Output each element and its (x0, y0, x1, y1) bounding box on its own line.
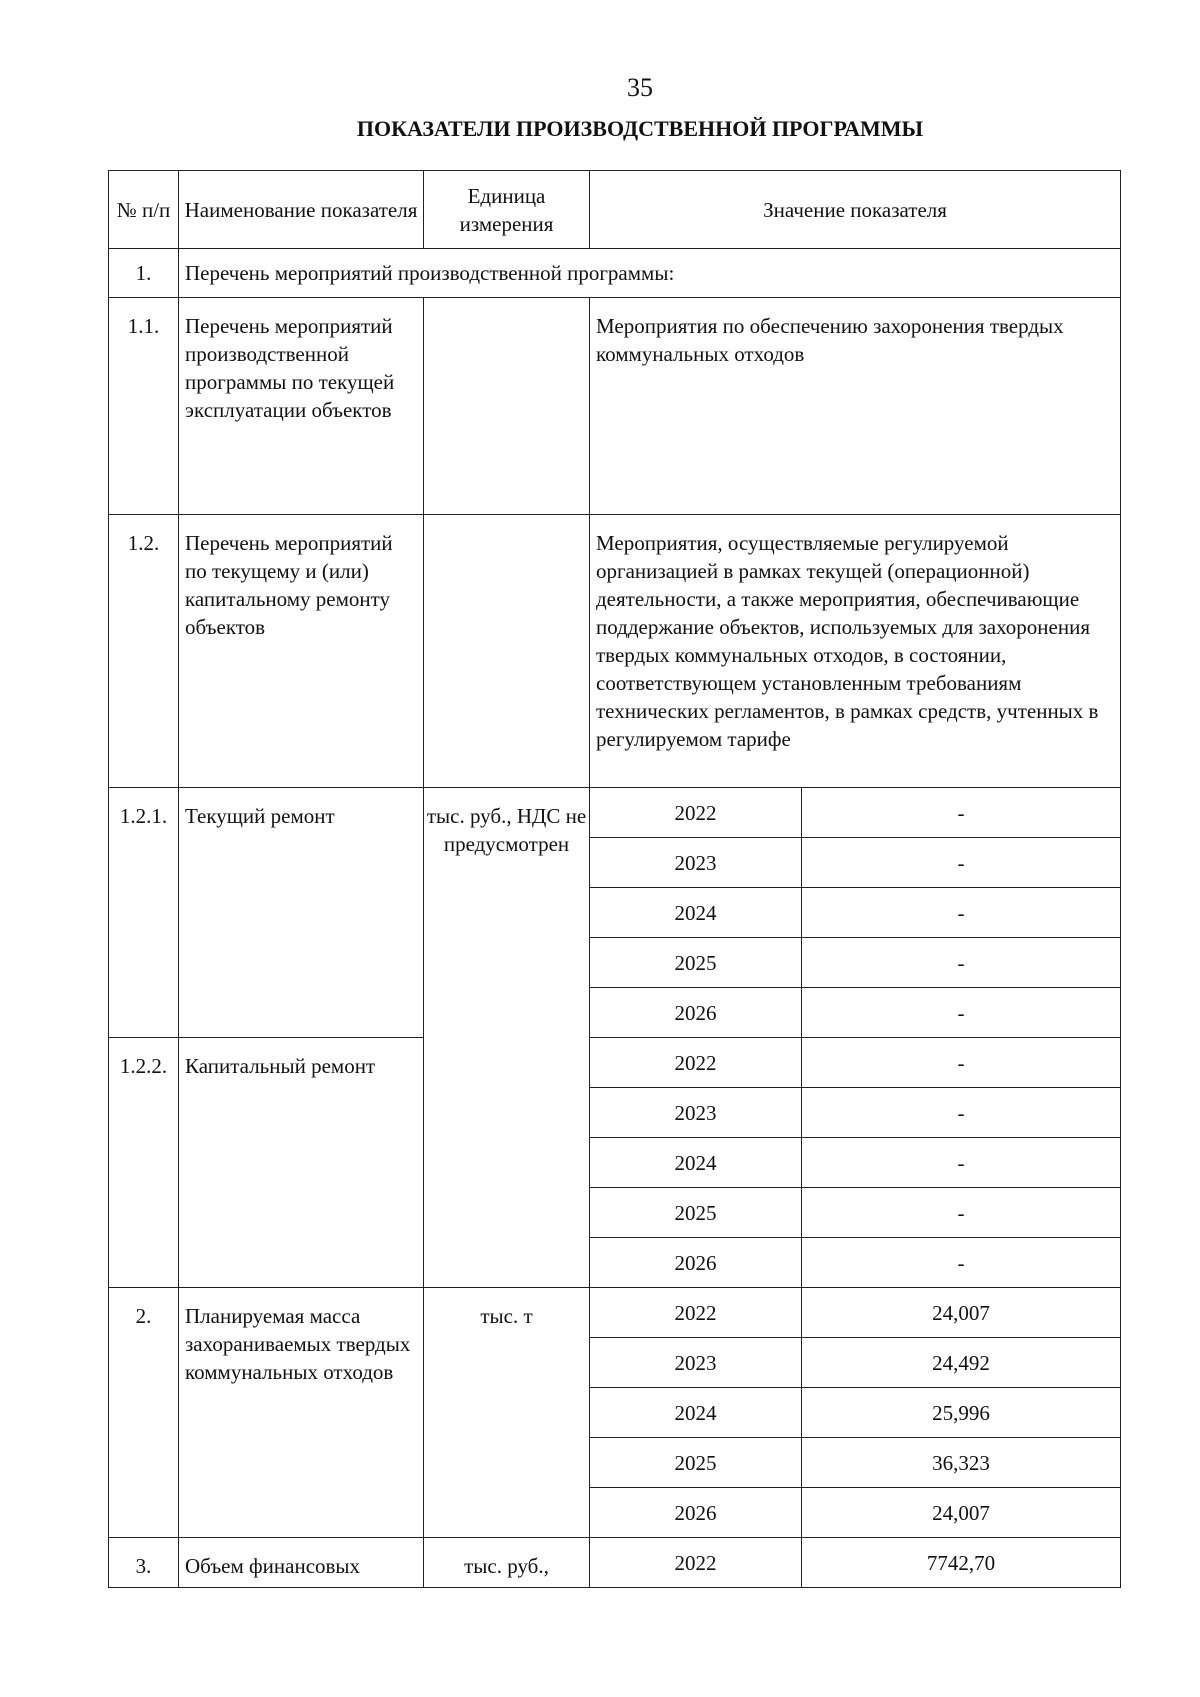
table-row-1-2 (109, 515, 1121, 788)
value-cell: 24,492 (802, 1338, 1121, 1388)
table-row (109, 788, 1121, 838)
year-cell: 2025 (590, 938, 802, 988)
year-cell: 2022 (590, 788, 802, 838)
row-1-2-name: Перечень мероприятий по текущему и (или) капитальному ремонту объектов (179, 515, 424, 788)
row-1-2-unit (424, 515, 590, 788)
value-cell: - (802, 1188, 1121, 1238)
year-cell: 2026 (590, 1488, 802, 1538)
table-header-row (109, 171, 1121, 249)
value-cell: 24,007 (802, 1488, 1121, 1538)
header-value: Значение показателя (590, 171, 1121, 249)
row-1-2-num: 1.2. (109, 515, 179, 788)
row-1-1-value: Мероприятия по обеспечению захоронения твердых коммунальных отходов (590, 298, 1121, 515)
table-row-1 (109, 249, 1121, 298)
value-cell: 36,323 (802, 1438, 1121, 1488)
value-cell: 25,996 (802, 1388, 1121, 1438)
header-num: № п/п (109, 171, 179, 249)
value-cell: - (802, 988, 1121, 1038)
year-cell: 2023 (590, 838, 802, 888)
year-cell: 2022 (590, 1038, 802, 1088)
year-cell: 2022 (590, 1288, 802, 1338)
table-row-1-1 (109, 298, 1121, 515)
row-1-2-1-name: Текущий ремонт (179, 788, 424, 1038)
value-cell: - (802, 1038, 1121, 1088)
indicators-table (108, 170, 1121, 1588)
row-1-2-2-num: 1.2.2. (109, 1038, 179, 1288)
row-1-2-1-num: 1.2.1. (109, 788, 179, 1038)
year-cell: 2023 (590, 1088, 802, 1138)
year-cell: 2024 (590, 1388, 802, 1438)
row-1-1-name: Перечень мероприятий производственной программы по текущей эксплуатации объектов (179, 298, 424, 515)
row-2-name: Планируемая масса захораниваемых твердых коммунальных отходов (179, 1288, 424, 1538)
value-cell: - (802, 838, 1121, 888)
year-cell: 2025 (590, 1188, 802, 1238)
value-cell: - (802, 1238, 1121, 1288)
table-row (109, 1038, 1121, 1088)
value-cell: - (802, 788, 1121, 838)
header-name: Наименование показателя (179, 171, 424, 249)
row-2-num: 2. (109, 1288, 179, 1538)
row-1-num: 1. (109, 249, 179, 298)
table-row (109, 1538, 1121, 1588)
value-cell: - (802, 888, 1121, 938)
document-title: ПОКАЗАТЕЛИ ПРОИЗВОДСТВЕННОЙ ПРОГРАММЫ (356, 116, 924, 141)
value-cell: - (802, 1088, 1121, 1138)
row-3-unit: тыс. руб., (424, 1538, 590, 1588)
year-cell: 2024 (590, 1138, 802, 1188)
row-2-unit: тыс. т (424, 1288, 590, 1538)
row-1-1-unit (424, 298, 590, 515)
year-cell: 2023 (590, 1338, 802, 1388)
table-row (109, 1288, 1121, 1338)
row-3-name: Объем финансовых (179, 1538, 424, 1588)
year-cell: 2026 (590, 988, 802, 1038)
year-cell: 2022 (590, 1538, 802, 1588)
value-cell: - (802, 938, 1121, 988)
year-cell: 2025 (590, 1438, 802, 1488)
year-cell: 2024 (590, 888, 802, 938)
value-cell: 24,007 (802, 1288, 1121, 1338)
row-1-1-num: 1.1. (109, 298, 179, 515)
row-1-2-2-name: Капитальный ремонт (179, 1038, 424, 1288)
header-unit: Единица измерения (424, 171, 590, 249)
page-number: 35 (627, 73, 653, 102)
row-1-text: Перечень мероприятий производственной программы: (179, 249, 1121, 298)
value-cell: - (802, 1138, 1121, 1188)
row-3-num: 3. (109, 1538, 179, 1588)
row-1-2-value: Мероприятия, осуществляемые регулируемой организацией в рамках текущей (операционной) деятельности, а также мероприятия, обеспечивающие поддержание объектов, используемых для захоронения твердых коммунальных отходов, в состоянии, соответствующем установленным требованиям технических регламентов, в рамках средств, учтенных в регулируемом тарифе (590, 515, 1121, 788)
value-cell: 7742,70 (802, 1538, 1121, 1588)
row-1-2-unit-cell: тыс. руб., НДС не предусмотрен (424, 788, 590, 1288)
year-cell: 2026 (590, 1238, 802, 1288)
